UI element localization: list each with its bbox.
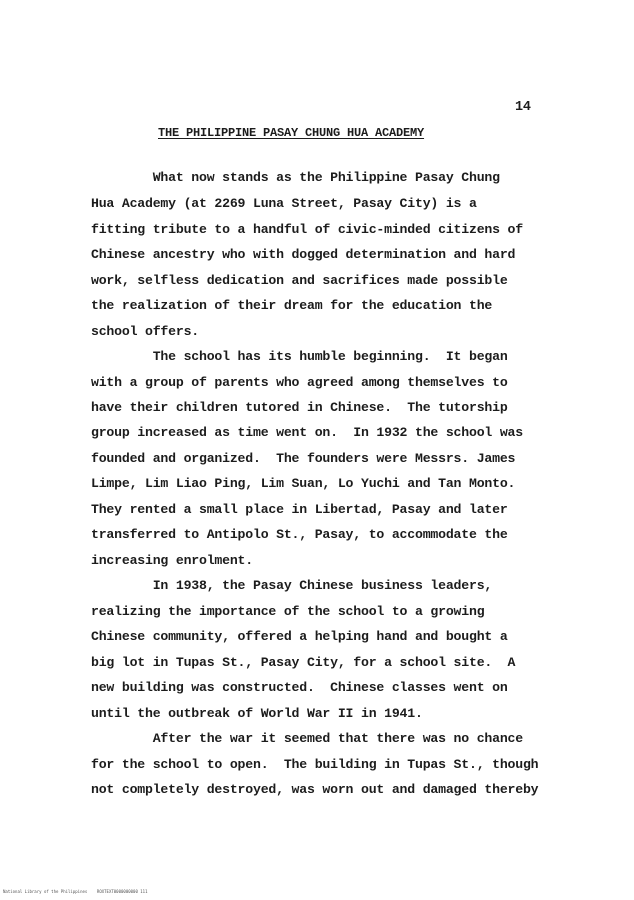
text-line: founded and organized. The founders were Messrs. James <box>91 451 516 466</box>
text-line: school offers. <box>91 324 199 339</box>
text-line: the realization of their dream for the education the <box>91 298 493 313</box>
text-line: realizing the importance of the school to a growing <box>91 604 485 619</box>
text-line: with a group of parents who agreed among themselves to <box>91 375 508 390</box>
text-line: Chinese ancestry who with dogged determination and hard <box>91 247 516 262</box>
text-line: After the war it seemed that there was no chance <box>91 731 523 746</box>
text-line: increasing enrolment. <box>91 553 253 568</box>
scan-footer: National Library of the Philippines ROXTEXT0000000000 111 <box>3 889 148 894</box>
text-line: fitting tribute to a handful of civic-minded citizens of <box>91 222 523 237</box>
text-line: transferred to Antipolo St., Pasay, to accommodate the <box>91 527 508 542</box>
text-line: What now stands as the Philippine Pasay Chung <box>91 170 500 185</box>
text-line: Limpe, Lim Liao Ping, Lim Suan, Lo Yuchi and Tan Monto. <box>91 476 516 491</box>
text-line: Hua Academy (at 2269 Luna Street, Pasay City) is a <box>91 196 477 211</box>
text-line: work, selfless dedication and sacrifices made possible <box>91 273 508 288</box>
text-line: The school has its humble beginning. It began <box>91 349 508 364</box>
text-line: not completely destroyed, was worn out and damaged thereby <box>91 782 539 797</box>
text-line: big lot in Tupas St., Pasay City, for a school site. A <box>91 655 516 670</box>
text-line: Chinese community, offered a helping hand and bought a <box>91 629 508 644</box>
text-line: have their children tutored in Chinese. The tutorship <box>91 400 508 415</box>
page-number: 14 <box>515 100 531 115</box>
text-line: new building was constructed. Chinese classes went on <box>91 680 508 695</box>
text-line: They rented a small place in Libertad, Pasay and later <box>91 502 508 517</box>
document-title: THE PHILIPPINE PASAY CHUNG HUA ACADEMY <box>158 126 425 140</box>
text-line: In 1938, the Pasay Chinese business leaders, <box>91 578 493 593</box>
text-line: for the school to open. The building in Tupas St., though <box>91 757 539 772</box>
text-line: group increased as time went on. In 1932 the school was <box>91 425 523 440</box>
text-line: until the outbreak of World War II in 1941. <box>91 706 423 721</box>
